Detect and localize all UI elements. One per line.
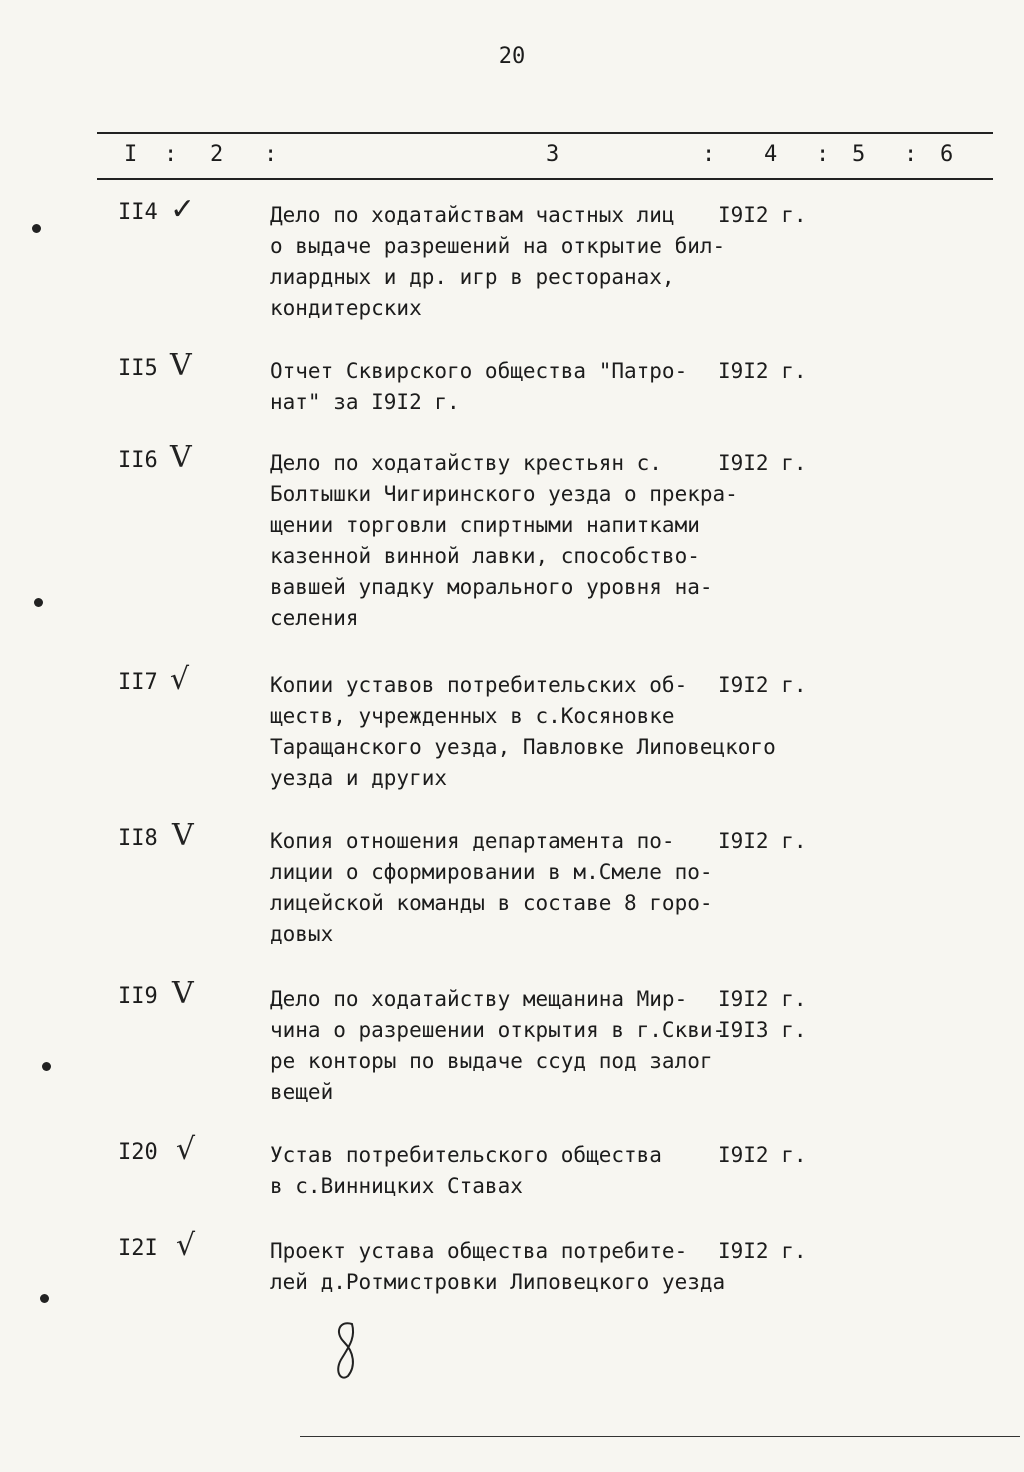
entry-year: I9I2 г.	[718, 1143, 807, 1167]
entry-description: Проект устава общества потребите- лей д.Ротмистровки Липовецкого уезда	[270, 1239, 726, 1294]
binding-hole-icon	[40, 1294, 49, 1303]
header-col-6: 6	[940, 142, 954, 167]
header-col-5: 5	[852, 142, 866, 167]
entry-number: I20	[118, 1140, 158, 1165]
binding-hole-icon	[42, 1062, 51, 1071]
check-mark-icon: √	[176, 1132, 196, 1167]
table-top-rule	[97, 132, 993, 134]
table-header-rule	[97, 178, 993, 180]
check-mark-icon: √	[176, 1228, 196, 1263]
entry-number: II4	[118, 200, 158, 225]
entry-number: II5	[118, 356, 158, 381]
entry-year: I9I2 г.	[718, 359, 807, 383]
entry-year: I9I2 г.	[718, 673, 807, 697]
entry-year: I9I2 г.	[718, 1239, 807, 1263]
header-separator: :	[164, 142, 178, 167]
entry-description: Копия отношения департамента по- лиции о сформировании в м.Смеле по- лицейской команды в составе 8 горо- довых	[270, 829, 713, 946]
entry-number: II6	[118, 448, 158, 473]
check-mark-icon: V	[170, 348, 192, 383]
header-col-2: 2	[210, 142, 224, 167]
entry-description: Дело по ходатайству крестьян с. Болтышки Чигиринского уезда о прекра- щении торговли спиртными напитками казенной винной лавки, способство- вавшей упадку морального уровня на- селения	[270, 451, 738, 630]
check-mark-icon: V	[172, 818, 194, 853]
entry-description: Устав потребительского общества в с.Винницких Ставах	[270, 1143, 662, 1198]
entry-year: I9I2 г.	[718, 829, 807, 853]
entry-number: II9	[118, 984, 158, 1009]
header-separator: :	[904, 142, 918, 167]
entry-number: I2I	[118, 1236, 158, 1261]
check-mark-icon: ✓	[170, 192, 196, 227]
header-separator: :	[816, 142, 830, 167]
entry-description: Дело по ходатайствам частных лиц о выдаче разрешений на открытие бил- лиардных и др. игр в ресторанах, кондитерских	[270, 203, 726, 320]
page-number: 20	[498, 44, 526, 69]
header-separator: :	[702, 142, 716, 167]
check-mark-icon: V	[172, 976, 194, 1011]
entry-number: II7	[118, 670, 158, 695]
binding-hole-icon	[32, 224, 41, 233]
entry-year: I9I2 г.	[718, 203, 807, 227]
entry-description: Дело по ходатайству мещанина Мир- чина о разрешении открытия в г.Скви- ре конторы по выдаче ссуд под залог вещей	[270, 987, 726, 1104]
entry-year: I9I2 г. I9I3 г.	[718, 987, 807, 1042]
check-mark-icon: V	[170, 440, 192, 475]
header-col-4: 4	[764, 142, 778, 167]
header-col-1: I	[124, 142, 138, 167]
entry-year: I9I2 г.	[718, 451, 807, 475]
entry-number: II8	[118, 826, 158, 851]
binding-hole-icon	[34, 598, 43, 607]
handwritten-folio-mark	[322, 1318, 372, 1382]
entry-description: Отчет Сквирского общества "Патро- нат" за I9I2 г.	[270, 359, 688, 414]
entry-description: Копии уставов потребительских об- ществ, учрежденных в с.Косяновке Таращанского уезда, Павловке Липовецкого уезда и других	[270, 673, 776, 790]
header-separator: :	[264, 142, 278, 167]
header-col-3: 3	[546, 142, 560, 167]
check-mark-icon: √	[170, 662, 190, 697]
page-bottom-rule	[300, 1436, 1020, 1437]
